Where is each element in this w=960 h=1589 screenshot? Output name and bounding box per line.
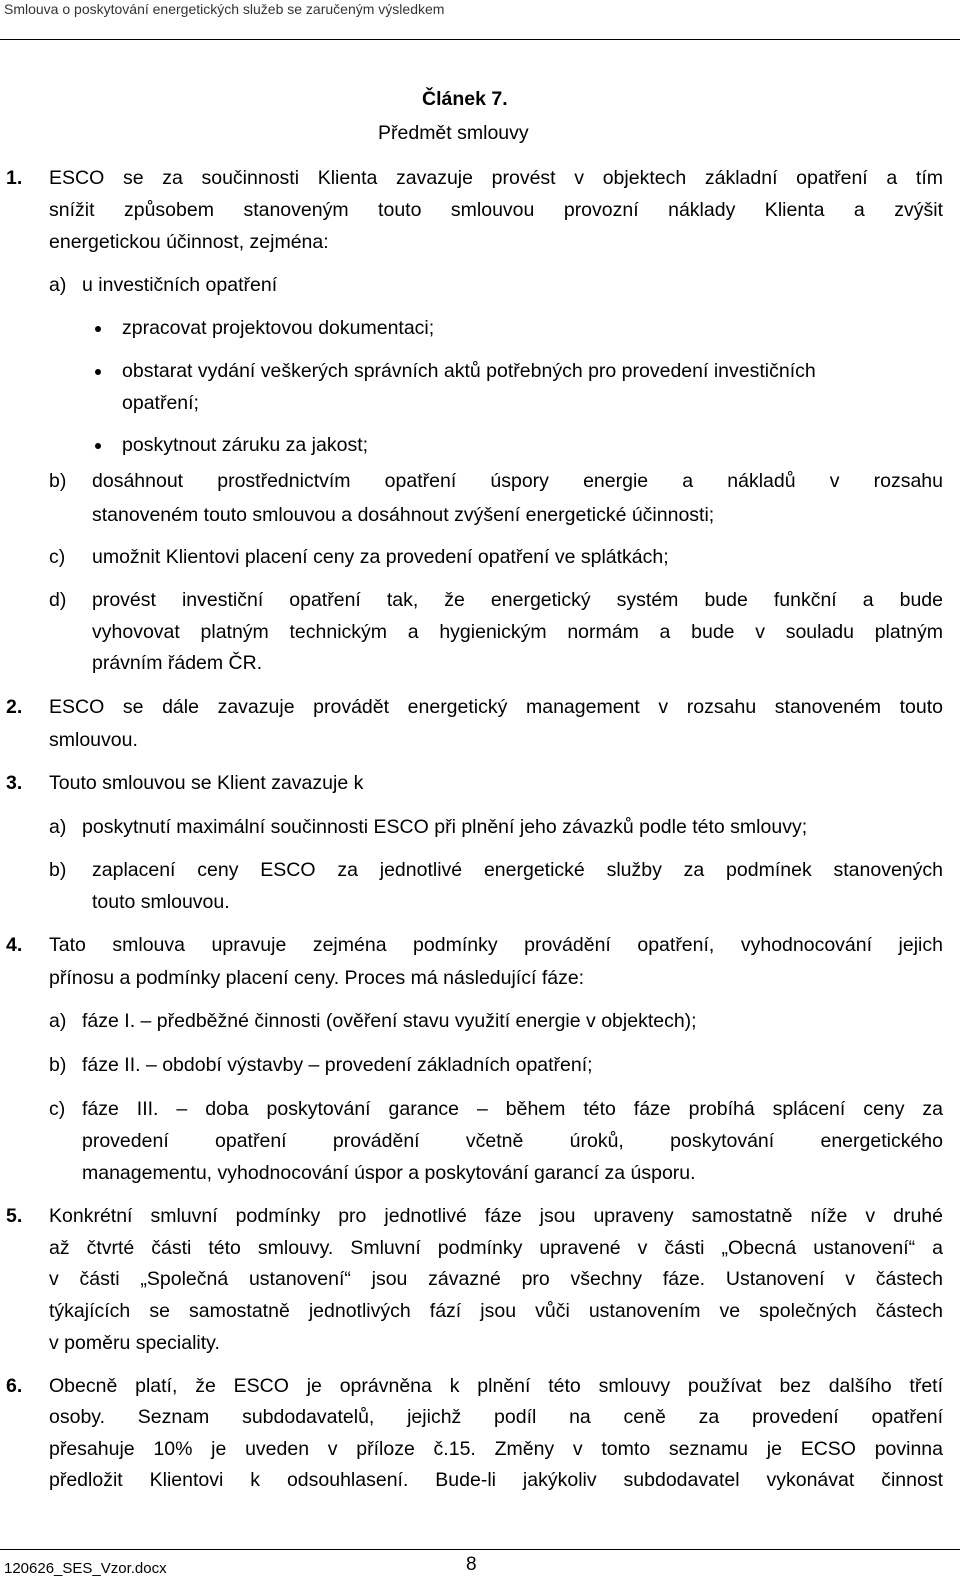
p4-line-1: Tato smlouva upravuje zejména podmínky provádění opatření, vyhodnocování jejich bbox=[49, 934, 943, 956]
p2-number: 2. bbox=[6, 696, 23, 718]
p6-line-3: přesahuje 10% je uveden v příloze č.15. Změny v tomto seznamu je ECSO povinna bbox=[49, 1438, 943, 1460]
p1-c-marker: c) bbox=[49, 546, 66, 568]
p4-b-text: fáze II. – období výstavby – provedení základních opatření; bbox=[82, 1054, 593, 1076]
bullet-icon bbox=[95, 443, 101, 449]
footer-divider bbox=[0, 1549, 960, 1550]
p4-a-marker: a) bbox=[49, 1010, 67, 1032]
p4-c-line-1: fáze III. – doba poskytování garance – během této fáze probíhá splácení ceny za bbox=[82, 1098, 943, 1120]
p1-b-line-1: dosáhnout prostřednictvím opatření úspory energie a nákladů v rozsahu bbox=[92, 470, 943, 492]
p1-a-text: u investičních opatření bbox=[82, 274, 278, 296]
article-number: Článek 7. bbox=[422, 88, 508, 110]
p1-bullet-1: zpracovat projektovou dokumentaci; bbox=[122, 317, 435, 339]
p1-d-line-2: vyhovovat platným technickým a hygienickým normám a bude v souladu platným bbox=[92, 621, 943, 643]
p4-line-2: přínosu a podmínky placení ceny. Proces má následující fáze: bbox=[49, 967, 585, 989]
p6-line-1: Obecně platí, že ESCO je oprávněna k plnění této smlouvy používat bez dalšího třetí bbox=[49, 1375, 943, 1397]
p1-line-3: energetickou účinnost, zejména: bbox=[49, 231, 329, 253]
p1-number: 1. bbox=[6, 167, 23, 189]
p6-line-4: předložit Klientovi k odsouhlasení. Bude-li jakýkoliv subdodavatel vykonávat činnost bbox=[49, 1469, 943, 1491]
p4-c-marker: c) bbox=[49, 1098, 66, 1120]
p3-b-line-2: touto smlouvou. bbox=[92, 891, 230, 913]
p1-line-1: ESCO se za součinnosti Klienta zavazuje provést v objektech základní opatření a tím bbox=[49, 167, 943, 189]
p5-line-5: v poměru speciality. bbox=[49, 1332, 220, 1354]
p1-b-line-2: stanoveném touto smlouvou a dosáhnout zvýšení energetické účinnosti; bbox=[92, 504, 715, 526]
p4-a-text: fáze I. – předběžné činnosti (ověření stavu využití energie v objektech); bbox=[82, 1010, 697, 1032]
p6-line-2: osoby. Seznam subdodavatelů, jejichž podíl na ceně za provedení opatření bbox=[49, 1406, 943, 1428]
footer-filename: 120626_SES_Vzor.docx bbox=[4, 1560, 167, 1577]
p5-number: 5. bbox=[6, 1205, 23, 1227]
p1-line-2: snížit způsobem stanoveným touto smlouvou provozní náklady Klienta a zvýšit bbox=[49, 199, 943, 221]
p3-a-marker: a) bbox=[49, 816, 67, 838]
p4-c-line-3: managementu, vyhodnocování úspor a poskytování garancí za úsporu. bbox=[82, 1162, 696, 1184]
p1-d-line-1: provést investiční opatření tak, že energetický systém bude funkční a bude bbox=[92, 589, 943, 611]
p5-line-4: týkajících se samostatně jednotlivých fází jsou vůči ustanovením ve společných částech bbox=[49, 1300, 943, 1322]
p4-number: 4. bbox=[6, 934, 23, 956]
p3-a-text: poskytnutí maximální součinnosti ESCO při plnění jeho závazků podle této smlouvy; bbox=[82, 816, 808, 838]
p5-line-3: v části „Společná ustanovení“ jsou závazné pro všechny fáze. Ustanovení v částech bbox=[49, 1268, 943, 1290]
bullet-icon bbox=[95, 326, 101, 332]
p5-line-2: až čtvrté části této smlouvy. Smluvní podmínky upravené v části „Obecná ustanovení“ a bbox=[49, 1237, 943, 1259]
article-title: Předmět smlouvy bbox=[378, 122, 529, 144]
p5-line-1: Konkrétní smluvní podmínky pro jednotlivé fáze jsou upraveny samostatně níže v druhé bbox=[49, 1205, 943, 1227]
p1-a-marker: a) bbox=[49, 274, 67, 296]
p3-line-1: Touto smlouvou se Klient zavazuje k bbox=[49, 772, 364, 794]
p1-d-marker: d) bbox=[49, 589, 67, 611]
header-text: Smlouva o poskytování energetických služeb se zaručeným výsledkem bbox=[4, 1, 445, 17]
p3-number: 3. bbox=[6, 772, 23, 794]
page-number: 8 bbox=[466, 1554, 477, 1575]
page-header bbox=[0, 0, 960, 40]
bullet-icon bbox=[95, 369, 101, 375]
p1-bullet-2-line-1: obstarat vydání veškerých správních aktů potřebných pro provedení investičních bbox=[122, 360, 816, 382]
p1-b-marker: b) bbox=[49, 470, 67, 492]
p1-bullet-3: poskytnout záruku za jakost; bbox=[122, 434, 369, 456]
p1-c-text: umožnit Klientovi placení ceny za provedení opatření ve splátkách; bbox=[92, 546, 669, 568]
p1-bullet-2-line-2: opatření; bbox=[122, 392, 199, 414]
p2-line-1: ESCO se dále zavazuje provádět energetický management v rozsahu stanoveném touto bbox=[49, 696, 943, 718]
p3-b-line-1: zaplacení ceny ESCO za jednotlivé energetické služby za podmínek stanovených bbox=[92, 859, 943, 881]
p4-c-line-2: provedení opatření provádění včetně úroků, poskytování energetického bbox=[82, 1130, 943, 1152]
p6-number: 6. bbox=[6, 1375, 23, 1397]
p4-b-marker: b) bbox=[49, 1054, 67, 1076]
p3-b-marker: b) bbox=[49, 859, 67, 881]
p1-d-line-3: právním řádem ČR. bbox=[92, 652, 263, 674]
p2-line-2: smlouvou. bbox=[49, 729, 138, 751]
